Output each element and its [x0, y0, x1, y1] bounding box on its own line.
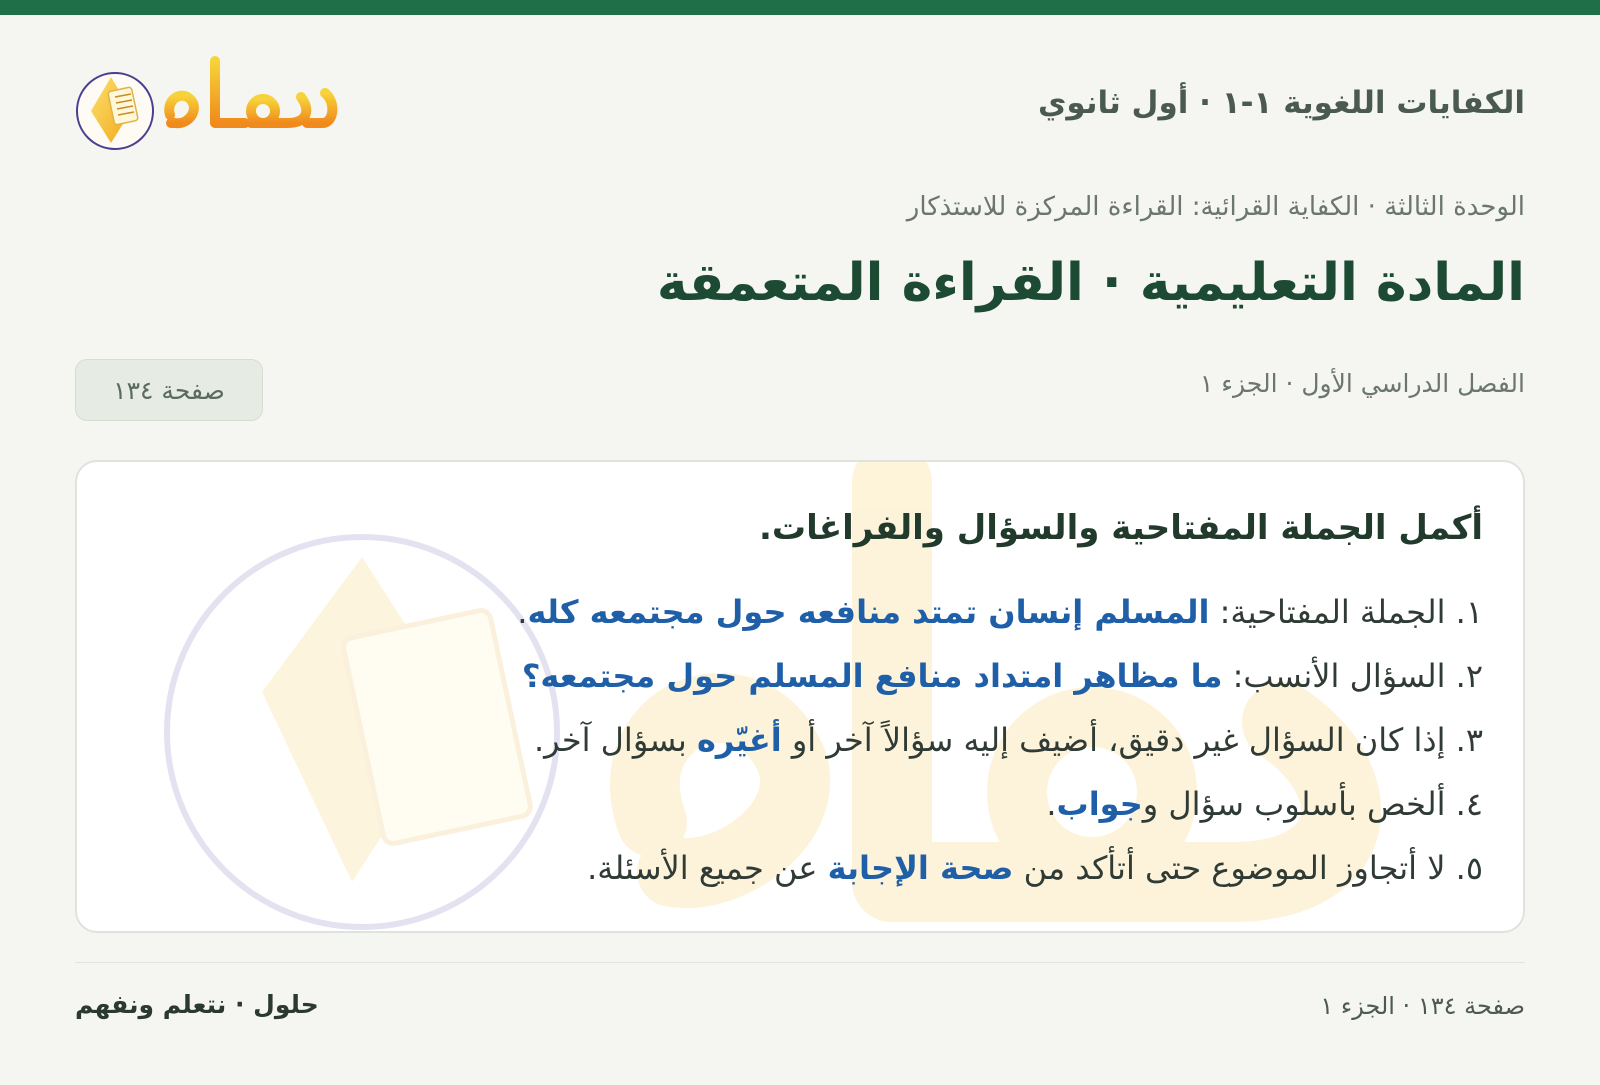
item-answer: صحة الإجابة [827, 849, 1014, 887]
page-number-badge: صفحة ١٣٤ [75, 359, 263, 421]
item-number: ١. [1445, 593, 1483, 631]
item-text-end: . [517, 593, 528, 631]
exercise-list [117, 580, 1483, 900]
item-number: ٥. [1445, 849, 1483, 887]
item-number: ٣. [1445, 721, 1483, 759]
item-text: الجملة المفتاحية: [1209, 593, 1446, 631]
footer-divider [75, 962, 1525, 963]
page-title: المادة التعليمية · القراءة المتعمقة [656, 253, 1525, 313]
item-text: لا أتجاوز الموضوع حتى أتأكد من [1013, 849, 1446, 887]
page [75, 15, 1525, 1085]
list-item [117, 708, 1483, 772]
item-answer: جواب [1056, 785, 1143, 823]
top-accent-bar [0, 0, 1600, 15]
footer-page-info: صفحة ١٣٤ · الجزء ١ [1320, 992, 1525, 1020]
item-text-end: عن جميع الأسئلة. [587, 849, 828, 887]
list-item [117, 772, 1483, 836]
item-text-end: . [1046, 785, 1057, 823]
header [75, 53, 1525, 153]
item-answer: ما مظاهر امتداد منافع المسلم حول مجتمعه؟ [521, 657, 1223, 695]
item-text: إذا كان السؤال غير دقيق، أضيف إليه سؤالاً آخر أو [781, 721, 1446, 759]
exercise-card [75, 460, 1525, 933]
course-title: الكفايات اللغوية ١-١ · أول ثانوي [1038, 85, 1525, 121]
semester-info: الفصل الدراسي الأول · الجزء ١ [1199, 369, 1525, 398]
list-item [117, 836, 1483, 900]
item-text: السؤال الأنسب: [1222, 657, 1446, 695]
item-number: ٤. [1445, 785, 1483, 823]
item-answer: المسلم إنسان تمتد منافعه حول مجتمعه كله [527, 593, 1210, 631]
hulul-logo[interactable] [75, 53, 345, 153]
unit-subtitle: الوحدة الثالثة · الكفاية القرائية: القراءة المركزة للاستذكار [906, 192, 1525, 222]
item-text: ألخص بأسلوب سؤال و [1142, 785, 1446, 823]
list-item [117, 644, 1483, 708]
item-text-end: بسؤال آخر. [534, 721, 697, 759]
item-answer: أغيّره [696, 721, 782, 759]
item-number: ٢. [1445, 657, 1483, 695]
exercise-instruction: أكمل الجملة المفتاحية والسؤال والفراغات. [759, 508, 1483, 548]
footer-brand: حلول · نتعلم ونفهم [75, 990, 319, 1019]
list-item [117, 580, 1483, 644]
